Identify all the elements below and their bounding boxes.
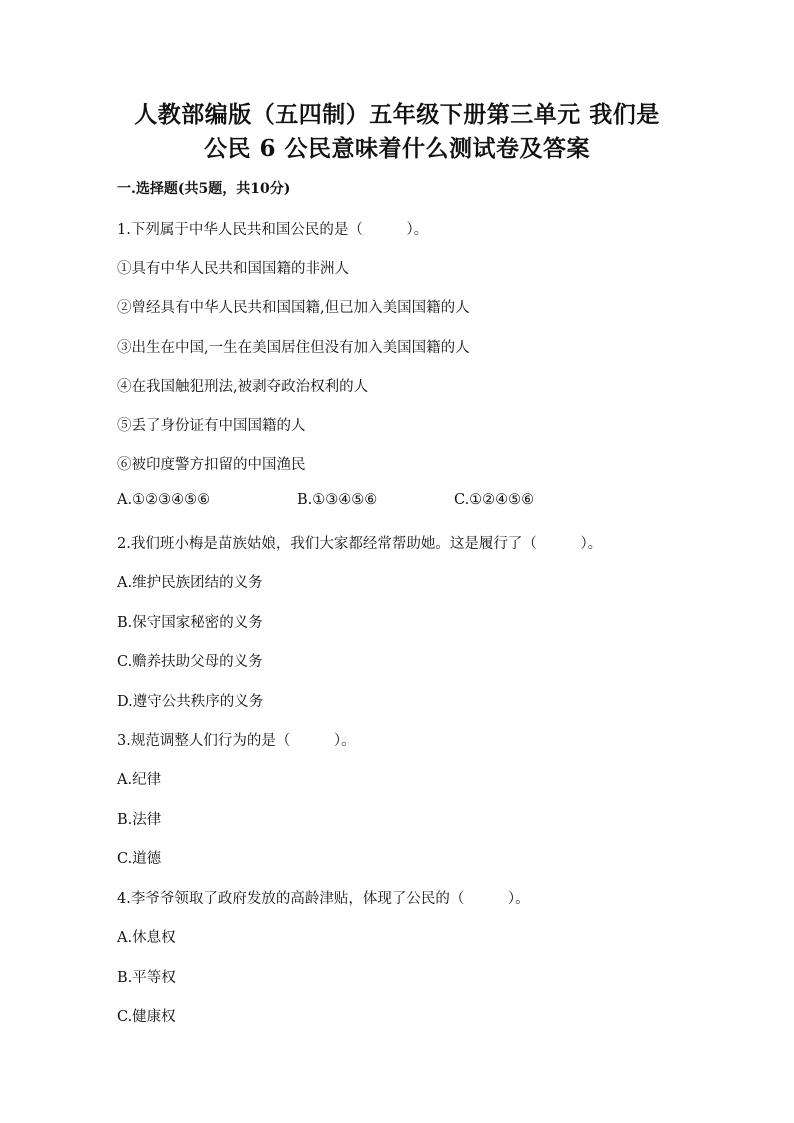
page-title-line-2: 公民 6 公民意味着什么测试卷及答案 — [203, 135, 591, 162]
question-1-statement-3: ③出生在中国,一生在美国居住但没有加入美国国籍的人 — [117, 340, 470, 356]
question-2-stem: 2.我们班小梅是苗族姑娘，我们大家都经常帮助她。这是履行了（ ）。 — [117, 536, 603, 552]
question-1-option-c[interactable]: C.①②④⑤⑥ — [454, 492, 535, 508]
question-3-option-a[interactable]: A.纪律 — [117, 772, 162, 788]
question-1-statement-1: ①具有中华人民共和国国籍的非洲人 — [117, 261, 349, 277]
section-heading: 一.选择题(共5题，共10分) — [117, 181, 291, 197]
question-1-statement-4: ④在我国触犯刑法,被剥夺政治权利的人 — [117, 379, 369, 395]
question-2-option-c[interactable]: C.赡养扶助父母的义务 — [117, 654, 263, 670]
question-1-statement-5: ⑤丢了身份证有中国国籍的人 — [117, 418, 306, 434]
question-3-option-c[interactable]: C.道德 — [117, 851, 162, 867]
question-1-option-b[interactable]: B.①③④⑤⑥ — [297, 492, 378, 508]
question-1-statement-2: ②曾经具有中华人民共和国国籍,但已加入美国国籍的人 — [117, 300, 470, 316]
question-4-option-c[interactable]: C.健康权 — [117, 1009, 176, 1025]
question-2-option-d[interactable]: D.遵守公共秩序的义务 — [117, 694, 264, 710]
question-3-option-b[interactable]: B.法律 — [117, 812, 162, 828]
question-2-option-b[interactable]: B.保守国家秘密的义务 — [117, 615, 263, 631]
question-4-option-b[interactable]: B.平等权 — [117, 970, 176, 986]
question-1-statement-6: ⑥被印度警方扣留的中国渔民 — [117, 457, 306, 473]
page-title-line-1: 人教部编版（五四制）五年级下册第三单元 我们是 — [134, 101, 660, 128]
question-4-option-a[interactable]: A.休息权 — [117, 930, 176, 946]
question-2-option-a[interactable]: A.维护民族团结的义务 — [117, 575, 263, 591]
question-4-stem: 4.李爷爷领取了政府发放的高龄津贴，体现了公民的（ ）。 — [117, 891, 530, 907]
question-3-stem: 3.规范调整人们行为的是（ ）。 — [117, 733, 356, 749]
question-1-stem: 1.下列属于中华人民共和国公民的是（ ）。 — [117, 222, 429, 238]
question-1-option-a[interactable]: A.①②③④⑤⑥ — [117, 492, 211, 508]
